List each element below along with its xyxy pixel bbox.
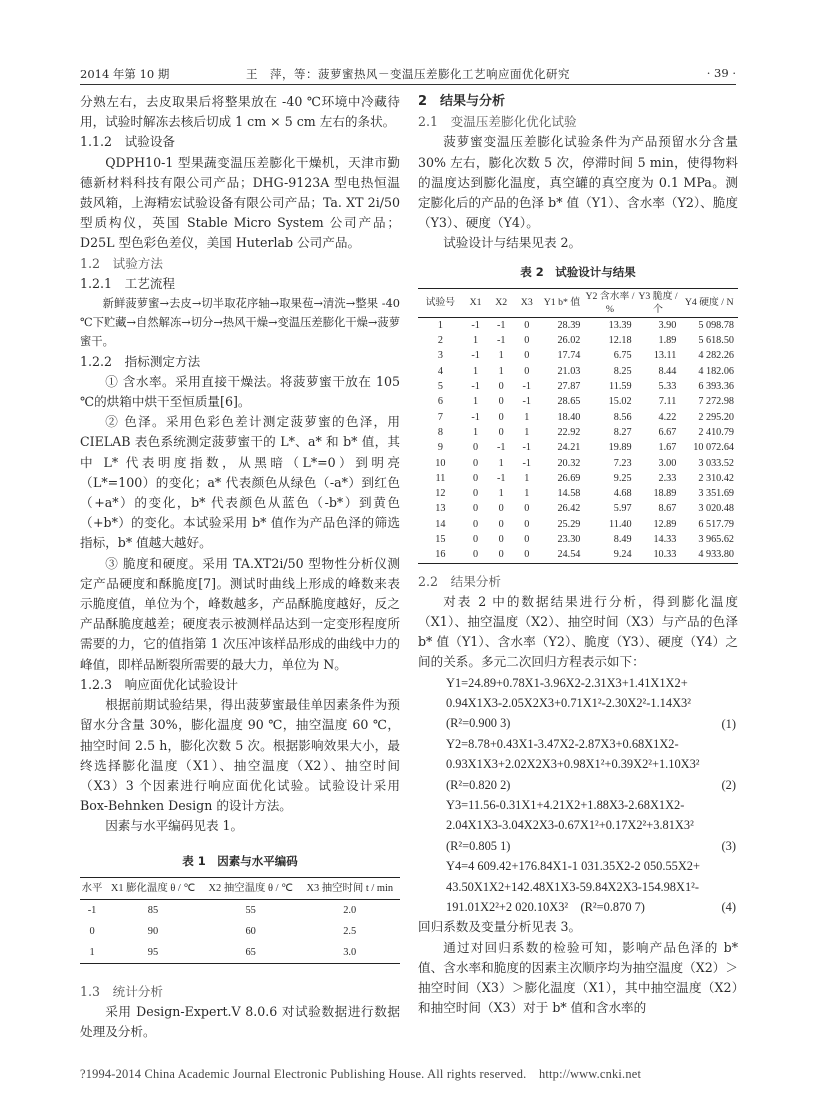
table2-cell: 0	[473, 442, 479, 454]
table2-cell: 0	[473, 518, 479, 530]
equation-1-line-3: (R²=0.900 3)	[446, 716, 511, 731]
table2-header-cell: X1	[469, 297, 482, 309]
table2-cell: 8.27	[613, 426, 632, 438]
table2-row	[418, 379, 738, 394]
table2-cell: 1	[524, 426, 530, 438]
table2-cell: 0	[498, 503, 504, 515]
table2-cell: 0	[524, 365, 530, 377]
table2-cell: 1	[524, 488, 530, 500]
section-1-1-2-heading: 1.1.2 试验设备	[80, 134, 176, 150]
table2-cell: 0	[524, 319, 530, 331]
table2-row	[418, 501, 738, 516]
table1-header-cell: X2 抽空温度 θ / ℃	[208, 882, 293, 894]
table2-cell: 5.97	[613, 503, 632, 515]
table1-cell: 95	[147, 946, 159, 958]
table2-cell: 4.68	[613, 488, 632, 500]
table2-cell: 6.75	[613, 350, 632, 362]
table2-cell: 3 020.48	[698, 503, 734, 515]
table2-cell: 14.58	[557, 488, 581, 500]
table2-cell: 18.40	[557, 411, 581, 423]
copyright-footer: ?1994-2014 China Academic Journal Electronic Publishing House. All rights reserved. http://www.cnki.net	[80, 1067, 642, 1081]
table2-cell: -1	[522, 396, 532, 408]
table2-cell: 25.29	[557, 518, 581, 530]
section-1-2-heading: 1.2 试验方法	[80, 255, 163, 271]
table2-cell: 0	[473, 549, 479, 561]
table1-caption: 表 1 因素与水平编码	[182, 853, 298, 868]
table2-cell: 8	[437, 426, 443, 438]
table2-cell: 0	[498, 533, 504, 545]
table2-row	[418, 456, 738, 471]
section-1-2-2-heading: 1.2.2 指标测定方法	[80, 353, 201, 369]
table2-cell: -1	[471, 381, 480, 393]
table2-row	[418, 532, 738, 547]
table2-cell: 0	[473, 472, 479, 484]
table2-cell: 8.67	[658, 503, 677, 515]
table2-cell: 1	[524, 411, 530, 423]
table2-cell: 0	[524, 503, 530, 515]
table2-cell: -1	[496, 442, 506, 454]
table2-cell: 23.30	[557, 533, 581, 545]
table2-header-cell: Y4 硬度 / N	[684, 297, 734, 309]
table2-cell: 5.33	[658, 381, 677, 393]
design-paragraph: 根据前期试验结果，得出菠萝蜜最佳单因素条件为预留水分含量 30%，膨化温度 90 ℃，抽空温度 60 ℃，抽空时间 2.5 h，膨化次数 5 次。根据影响效果大小，最终选择膨化温度（X1）、抽空温度（X2）、抽空时间（X3）3 个因素进行响应面优化试验。试验设计采用 Box-Behnken Design 的设计方法。	[80, 697, 400, 814]
intro-paragraph: 分熟左右，去皮取果后将整果放在 -40 ℃环境中冷藏待用，试验时解冻去核后切成 1 cm × 5 cm 左右的条状。	[80, 94, 400, 130]
table2-cell: 1.89	[658, 335, 677, 347]
table2-cell: 28.39	[557, 319, 581, 331]
table2-cell: 27.87	[557, 381, 581, 393]
table2-cell: 14	[435, 518, 446, 530]
table1-body	[80, 899, 400, 963]
table2	[418, 288, 738, 564]
table2-cell: -1	[496, 319, 506, 331]
table2-cell: -1	[471, 411, 480, 423]
table1-cell: 65	[245, 946, 256, 958]
table2-cell: 7.23	[613, 457, 632, 469]
table1	[80, 877, 400, 964]
table2-cell: 0	[498, 426, 504, 438]
significance-paragraph: 通过对回归系数的检验可知，影响产品色泽的 b* 值、含水率和脆度的因素主次顺序均为抽空温度（X2）＞抽空时间（X3）＞膨化温度（X1），其中抽空温度（X2）和抽空时间（X3）对于 b* 值和含水率的	[418, 939, 738, 1016]
table2-row	[418, 333, 738, 348]
equation-3	[418, 795, 738, 856]
table2-row	[418, 425, 738, 440]
table2-cell: 0	[524, 518, 530, 530]
table2-cell: 2 310.42	[698, 472, 734, 484]
table2-cell: 0	[524, 549, 530, 561]
equation-3-line-3: (R²=0.805 1)	[446, 838, 511, 853]
table2-cell: 0	[498, 518, 504, 530]
table1-cell: 2.5	[343, 925, 357, 937]
equation-2-line-2: 0.93X1X3+2.02X2X3+0.98X1²+0.39X2²+1.10X3²	[446, 757, 700, 772]
table2-cell: 10	[435, 457, 446, 469]
table2-row	[418, 348, 738, 363]
table2-row	[418, 394, 738, 409]
table2-cell: 3 351.69	[698, 488, 734, 500]
table2-cell: 13	[435, 503, 446, 515]
table2-cell: 4 282.26	[698, 350, 734, 362]
table2-cell: 26.42	[557, 503, 581, 515]
table2-header-cell: Y2 含水率 / %	[585, 290, 635, 315]
table2-cell: 11.59	[609, 381, 632, 393]
table2-cell: -1	[522, 457, 532, 469]
table2-cell: 6 517.79	[698, 518, 734, 530]
table2-cell: 7	[437, 411, 443, 423]
table2-cell: 0	[473, 488, 479, 500]
table2-cell: 11	[435, 472, 446, 484]
table1-cell: 85	[147, 904, 159, 916]
table2-cell: 13.39	[608, 319, 632, 331]
table1-header-row	[80, 877, 400, 899]
table2-cell: 1.67	[658, 442, 677, 454]
table2-cell: 7.11	[658, 396, 677, 408]
table2-cell: 1	[524, 472, 530, 484]
table2-cell: 1	[498, 457, 504, 469]
section-1-3-heading: 1.3 统计分析	[80, 983, 163, 999]
table2-body	[418, 317, 738, 563]
table2-cell: 20.32	[557, 457, 581, 469]
table2-cell: 5	[437, 381, 443, 393]
table2-row	[418, 364, 738, 379]
table1-row	[80, 921, 400, 942]
section-1-2-3-heading: 1.2.3 响应面优化试验设计	[80, 676, 238, 692]
table2-cell: 24.54	[557, 549, 581, 561]
table2-cell: 0	[473, 457, 479, 469]
table2-cell: 1	[473, 426, 479, 438]
equation-2-line-1: Y2=8.78+0.43X1-3.47X2-2.87X3+0.68X1X2-	[446, 736, 679, 751]
table2-cell: 0	[498, 396, 504, 408]
table1-row	[80, 899, 400, 921]
table2-cell: -1	[496, 472, 506, 484]
table2-cell: 6 393.36	[698, 381, 734, 393]
table2-row	[418, 440, 738, 455]
table2-cell: 24.21	[557, 442, 581, 454]
table1-row	[80, 942, 400, 964]
table1-header-cell: X1 膨化温度 θ / ℃	[110, 882, 196, 894]
table2-cell: 8.44	[658, 365, 677, 377]
table1-cell: 55	[245, 904, 256, 916]
table2-cell: 1	[473, 365, 479, 377]
table2-row	[418, 547, 738, 563]
table2-header-row	[418, 288, 738, 317]
page-number: · 39 ·	[706, 66, 736, 80]
table2-cell: 1	[473, 396, 479, 408]
table2-cell: 4	[437, 365, 443, 377]
table2-cell: 28.65	[557, 396, 581, 408]
table2-cell: 21.03	[557, 365, 581, 377]
table1-cell: 1	[89, 946, 95, 958]
table2-cell: 12.89	[653, 518, 677, 530]
table2-cell: 7 272.98	[698, 396, 734, 408]
table2-cell: 9.24	[613, 549, 632, 561]
table2-cell: 2	[437, 335, 443, 347]
table2-cell: 19.89	[608, 442, 632, 454]
equation-3-line-1: Y3=11.56-0.31X1+4.21X2+1.88X3-2.68X1X2-	[446, 798, 685, 813]
table2-cell: 0	[524, 335, 530, 347]
table2-header-cell: Y3 脆度 / 个	[638, 290, 678, 315]
equipment-paragraph: QDPH10-1 型果蔬变温压差膨化干燥机，天津市勤德新材料科技有限公司产品；DHG-9123A 型电热恒温鼓风箱，上海精宏试验设备有限公司产品；Ta. XT 2i/50 型质构仪，英国 Stable Micro System 公司产品；D25L 型色彩色差仪，美国 Huterlab 公司产品。	[80, 154, 400, 251]
table2-cell: 1	[498, 350, 504, 362]
table1-cell: 2.0	[343, 904, 357, 916]
table1-cell: 90	[147, 925, 159, 937]
table2-cell: 0	[473, 533, 479, 545]
table2-cell: 18.89	[653, 488, 677, 500]
table2-cell: 15	[435, 533, 446, 545]
table2-row	[418, 517, 738, 532]
left-column	[80, 92, 400, 1042]
table2-cell: 1	[473, 335, 479, 347]
table2-header-cell: X3	[520, 297, 533, 309]
running-header	[80, 66, 736, 84]
section-2-2-heading: 2.2 结果分析	[418, 573, 501, 589]
equation-2	[418, 734, 738, 795]
header-rule	[80, 84, 736, 85]
table2-cell: 17.74	[557, 350, 581, 362]
table2-cell: 1	[437, 319, 443, 331]
table2-header-cell: Y1 b* 值	[543, 297, 581, 309]
table2-cell: 5 098.78	[698, 319, 734, 331]
moisture-method-paragraph: ① 含水率。采用直接干燥法。将菠萝蜜干放在 105 ℃的烘箱中烘干至恒质量[6]。	[80, 373, 400, 410]
equation-4-line-1: Y4=4 609.42+176.84X1-1 031.35X2-2 050.55X2+	[446, 859, 700, 874]
table2-cell: 2 410.79	[698, 426, 734, 438]
table2-cell: 2.33	[658, 472, 677, 484]
equation-1-number: (1)	[721, 716, 736, 731]
table2-cell: 3 033.52	[698, 457, 734, 469]
table2-cell: 9.25	[613, 472, 632, 484]
table2-cell: 0	[498, 411, 504, 423]
table2-reference: 试验设计与结果见表 2。	[443, 235, 582, 251]
table2-cell: 22.92	[557, 426, 581, 438]
issue-label: 2014 年第 10 期	[80, 67, 170, 81]
table3-reference: 回归系数及变量分析见表 3。	[418, 919, 582, 935]
equation-3-number: (3)	[721, 839, 736, 854]
equation-1-line-2: 0.94X1X3-2.05X2X3+0.71X1²-2.30X2²-1.14X3²	[446, 696, 691, 710]
table2-cell: 1	[498, 488, 504, 500]
table2-cell: 0	[524, 533, 530, 545]
table2-cell: 12	[435, 488, 446, 500]
section-2-1-heading: 2.1 变温压差膨化优化试验	[418, 114, 577, 130]
equation-4	[418, 856, 738, 917]
table1-header-cell: X3 抽空时间 t / min	[306, 882, 394, 894]
table1-cell: 3.0	[343, 946, 357, 958]
table2-cell: 0	[498, 549, 504, 561]
table2-cell: 26.69	[557, 472, 581, 484]
table2-cell: 8.49	[613, 533, 632, 545]
table2-cell: 13.11	[653, 350, 677, 362]
table2-cell: 5 618.50	[698, 335, 734, 347]
table2-cell: 3 965.62	[698, 533, 734, 545]
regression-intro-paragraph: 对表 2 中的数据结果进行分析，得到膨化温度（X1）、抽空温度（X2）、抽空时间（X3）与产品的色泽 b* 值（Y1）、含水率（Y2）、脆度（Y3）、硬度（Y4）之间的关系。多元二次回归方程表示如下：	[418, 593, 738, 670]
texture-method-paragraph: ③ 脆度和硬度。采用 TA.XT2i/50 型物性分析仪测定产品硬度和酥脆度[7]。测试时曲线上形成的峰数来表示脆度值，单位为个，峰数越多，产品酥脆度越好，反之产品酥脆度越差；硬度表示被测样品达到一定变形程度所需要的力，它的值指第 1 次压冲该样品形成的曲线中力的峰值，即样品断裂所需要的最大力，单位为 N。	[80, 555, 400, 672]
equation-3-line-2: 2.04X1X3-3.04X2X3-0.67X1²+0.17X2²+3.81X3²	[446, 818, 694, 833]
equation-4-line-3: 191.01X2²+2 020.10X3² (R²=0.870 7)	[446, 900, 645, 915]
table2-cell: -1	[496, 335, 506, 347]
table2-cell: 26.02	[557, 335, 581, 347]
equation-2-number: (2)	[721, 777, 736, 792]
table2-cell: 16	[435, 549, 446, 561]
color-method-paragraph: ② 色泽。采用色彩色差计测定菠萝蜜的色泽，用 CIELAB 表色系统测定菠萝蜜干的 L*、a* 和 b* 值，其中 L* 代表明度指数，从黑暗（L*=0）到明亮（L*=100）的变化；a* 代表颜色从绿色（-a*）到红色（+a*）的变化，b* 代表颜色从蓝色（-b*）到黄色（+b*）的变化。本试验采用 b* 值作为产品色泽的筛选指标，b* 值越大越好。	[80, 414, 400, 551]
table2-cell: 11.40	[609, 518, 632, 530]
section-1-2-1-heading: 1.2.1 工艺流程	[80, 275, 176, 291]
article-running-title: 王 萍，等：菠萝蜜热风－变温压差膨化工艺响应面优化研究	[246, 67, 570, 81]
table2-cell: 4 182.06	[698, 365, 734, 377]
expansion-conditions-paragraph: 菠萝蜜变温压差膨化试验条件为产品预留水分含量 30% 左右，膨化次数 5 次，停滞时间 5 min，使得物料的温度达到膨化温度，真空罐的真空度为 0.1 MPa。测定膨化后的产品的色泽 b* 值（Y1）、含水率（Y2）、脆度（Y3）、硬度（Y4）。	[418, 134, 738, 231]
table1-cell: 0	[89, 925, 95, 937]
table2-header-cell: X2	[495, 297, 508, 309]
statistics-paragraph: 采用 Design-Expert.V 8.0.6 对试验数据进行数据处理及分析。	[80, 1003, 400, 1040]
table2-cell: 4 933.80	[698, 549, 734, 561]
table2-cell: -1	[522, 381, 532, 393]
table2-cell: 12.18	[608, 335, 632, 347]
section-2-heading: 2 结果与分析	[418, 94, 506, 109]
table2-cell: 14.33	[653, 533, 677, 545]
table2-row	[418, 317, 738, 333]
table2-cell: 8.56	[613, 411, 632, 423]
table2-cell: 4.22	[658, 411, 677, 423]
table2-header-cell: 试验号	[425, 297, 456, 309]
table2-cell: 8.25	[613, 365, 632, 377]
equation-4-line-2: 43.50X1X2+142.48X1X3-59.84X2X3-154.98X1²-	[446, 879, 699, 894]
table2-row	[418, 471, 738, 486]
table2-cell: 3.90	[658, 319, 677, 331]
process-flow-paragraph: 新鲜菠萝蜜→去皮→切半取花序轴→取果苞→清洗→整果 -40 ℃下贮藏→自然解冻→切分→热风干燥→变温压差膨化干燥→菠萝蜜干。	[80, 297, 400, 349]
table1-cell: -1	[87, 904, 97, 916]
equation-2-line-3: (R²=0.820 2)	[446, 777, 511, 792]
table2-cell: -1	[471, 319, 480, 331]
table2-cell: 10 072.64	[693, 442, 734, 454]
table2-cell: 10.33	[653, 549, 677, 561]
table2-cell: 2 295.20	[698, 411, 734, 423]
table2-cell: 0	[524, 350, 530, 362]
table2-cell: 6.67	[658, 426, 677, 438]
table2-cell: 9	[437, 442, 443, 454]
table2-cell: 3.00	[658, 457, 677, 469]
table2-cell: 0	[473, 503, 479, 515]
table2-cell: 1	[498, 365, 504, 377]
table2-cell: -1	[522, 442, 532, 454]
table1-cell: 60	[245, 925, 256, 937]
table2-cell: 3	[437, 350, 443, 362]
table2-cell: 15.02	[608, 396, 632, 408]
equation-1	[418, 673, 738, 734]
equation-1-line-1: Y1=24.89+0.78X1-3.96X2-2.31X3+1.41X1X2+	[446, 675, 688, 690]
table2-cell: -1	[471, 350, 480, 362]
table2-row	[418, 486, 738, 501]
table2-cell: 0	[498, 381, 504, 393]
table2-caption: 表 2 试验设计与结果	[520, 264, 636, 279]
table1-reference: 因素与水平编码见表 1。	[105, 818, 244, 834]
right-column	[418, 92, 738, 1018]
table2-cell: 6	[437, 396, 443, 408]
table2-row	[418, 410, 738, 425]
table1-header-cell: 水平	[81, 882, 103, 894]
equation-4-number: (4)	[721, 900, 736, 915]
